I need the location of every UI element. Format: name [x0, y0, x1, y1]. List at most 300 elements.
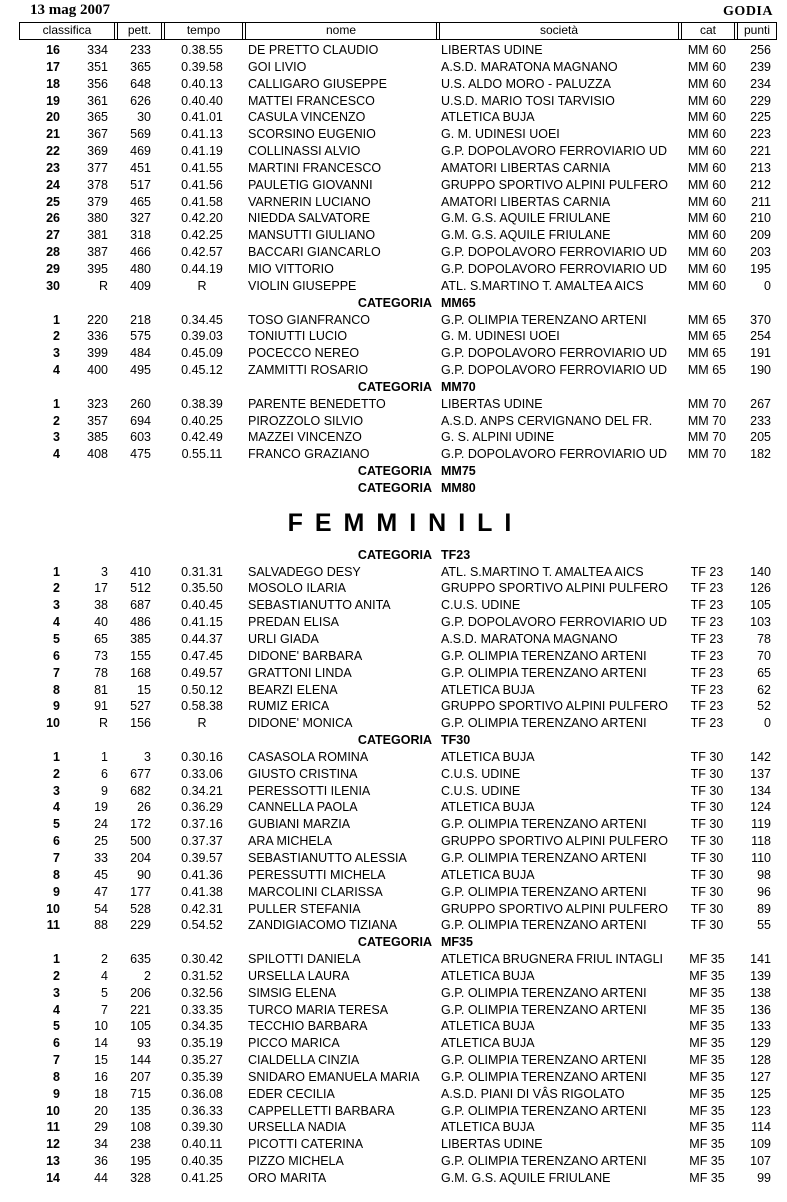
- overall-rank: 54: [94, 901, 108, 916]
- result-row: [0, 580, 787, 597]
- result-row: [0, 766, 787, 783]
- category-rank: 11: [46, 918, 60, 933]
- athlete-name: PAULETIG GIOVANNI: [248, 177, 373, 192]
- result-row: [0, 648, 787, 665]
- finish-time: 0.36.29: [181, 800, 223, 815]
- athlete-name: PARENTE BENEDETTO: [248, 396, 386, 411]
- points: 62: [757, 682, 771, 697]
- club-name: G.P. OLIMPIA TERENZANO ARTENI: [441, 1103, 647, 1118]
- column-header-nome: nome: [245, 22, 437, 40]
- category-rank: 13: [46, 1154, 60, 1169]
- points: 89: [757, 901, 771, 916]
- age-category: MF 35: [689, 1002, 725, 1017]
- bib-number: 575: [130, 329, 151, 344]
- club-name: G. S. ALPINI UDINE: [441, 430, 555, 445]
- athlete-name: RUMIZ ERICA: [248, 699, 330, 714]
- bib-number: 108: [130, 1120, 151, 1135]
- category-label: CATEGORIA: [357, 547, 432, 562]
- finish-time: 0.34.35: [181, 1019, 223, 1034]
- finish-time: 0.41.25: [181, 1171, 223, 1185]
- points: 210: [750, 211, 771, 226]
- points: 203: [750, 245, 771, 260]
- category-rank: 6: [53, 1036, 60, 1051]
- result-row: [0, 631, 787, 648]
- category-rank: 10: [46, 901, 60, 916]
- category-rank: 10: [46, 1103, 60, 1118]
- result-row: [0, 194, 787, 211]
- result-row: [0, 261, 787, 278]
- finish-time: 0.49.57: [181, 665, 223, 680]
- bib-number: 365: [130, 59, 151, 74]
- athlete-name: BEARZI ELENA: [248, 682, 338, 697]
- age-category: MF 35: [689, 1019, 725, 1034]
- overall-rank: 78: [94, 665, 108, 680]
- bib-number: 512: [130, 581, 151, 596]
- club-name: GRUPPO SPORTIVO ALPINI PULFERO: [441, 581, 668, 596]
- overall-rank: 377: [87, 160, 108, 175]
- athlete-name: DIDONE' MONICA: [248, 716, 353, 731]
- category-rank: 9: [53, 699, 60, 714]
- overall-rank: R: [98, 716, 108, 731]
- finish-time: 0.41.58: [181, 194, 223, 209]
- finish-time: 0.37.37: [181, 834, 223, 849]
- category-rank: 8: [53, 682, 60, 697]
- finish-time: 0.55.11: [181, 447, 223, 462]
- age-category: MM 60: [687, 228, 727, 243]
- athlete-name: MARCOLINI CLARISSA: [248, 884, 383, 899]
- club-name: G.P. OLIMPIA TERENZANO ARTENI: [441, 312, 647, 327]
- result-row: [0, 968, 787, 985]
- athlete-name: PULLER STEFANIA: [248, 901, 361, 916]
- age-category: MM 60: [687, 59, 727, 74]
- category-rank: 4: [53, 363, 60, 378]
- overall-rank: 65: [94, 632, 108, 646]
- overall-rank: 38: [94, 598, 108, 613]
- bib-number: 135: [130, 1103, 151, 1118]
- club-name: C.U.S. UDINE: [441, 783, 521, 798]
- overall-rank: 361: [87, 93, 108, 108]
- age-category: MF 35: [689, 1086, 725, 1101]
- category-rank: 11: [46, 1120, 60, 1135]
- overall-rank: 81: [94, 682, 108, 697]
- overall-rank: 357: [87, 413, 108, 428]
- finish-time: 0.38.39: [181, 396, 223, 411]
- age-category: TF 23: [690, 648, 724, 663]
- result-row: [0, 328, 787, 345]
- overall-rank: 73: [94, 648, 108, 663]
- bib-number: 168: [130, 665, 151, 680]
- finish-time: 0.34.21: [181, 783, 223, 798]
- finish-time: 0.41.15: [181, 615, 223, 630]
- finish-time: 0.41.36: [181, 867, 223, 882]
- finish-time: 0.54.52: [181, 918, 223, 933]
- race-date: 13 mag 2007: [30, 2, 110, 18]
- finish-time: 0.42.20: [181, 211, 223, 226]
- category-rank: 3: [53, 783, 60, 798]
- athlete-name: ZAMMITTI ROSARIO: [248, 363, 369, 378]
- overall-rank: 385: [87, 430, 108, 445]
- category-rank: 25: [46, 194, 60, 209]
- overall-rank: 7: [101, 1002, 108, 1017]
- category-heading: [0, 547, 787, 564]
- athlete-name: ORO MARITA: [248, 1171, 327, 1185]
- finish-time: 0.38.55: [181, 43, 223, 57]
- category-rank: 26: [46, 211, 60, 226]
- finish-time: 0.32.56: [181, 985, 223, 1000]
- category-rank: 7: [53, 1053, 60, 1068]
- result-row: [0, 850, 787, 867]
- overall-rank: 4: [101, 968, 108, 983]
- bib-number: 475: [130, 447, 151, 462]
- overall-rank: 25: [94, 834, 108, 849]
- athlete-name: MATTEI FRANCESCO: [248, 93, 375, 108]
- athlete-name: POCECCO NEREO: [248, 346, 360, 361]
- bib-number: 207: [130, 1069, 151, 1084]
- points: 138: [750, 985, 771, 1000]
- result-row: [0, 177, 787, 194]
- athlete-name: DIDONE' BARBARA: [248, 648, 363, 663]
- points: 140: [750, 564, 771, 579]
- category-rank: 20: [46, 110, 60, 125]
- overall-rank: 16: [94, 1069, 108, 1084]
- athlete-name: SNIDARO EMANUELA MARIA: [248, 1069, 420, 1084]
- category-rank: 1: [53, 396, 60, 411]
- category-rank: 18: [46, 76, 60, 91]
- category-rank: 14: [46, 1171, 60, 1185]
- club-name: ATLETICA BRUGNERA FRIUL INTAGLI: [441, 952, 664, 967]
- finish-time: 0.35.39: [181, 1069, 223, 1084]
- result-row: [0, 227, 787, 244]
- overall-rank: 378: [87, 177, 108, 192]
- category-rank: 30: [46, 278, 60, 293]
- club-name: G.P. DOPOLAVORO FERROVIARIO UD: [441, 447, 667, 462]
- points: 124: [750, 800, 771, 815]
- bib-number: 260: [130, 396, 151, 411]
- column-header-cat: cat: [681, 22, 735, 40]
- club-name: G.P. OLIMPIA TERENZANO ARTENI: [441, 716, 647, 731]
- points: 195: [750, 261, 771, 276]
- bib-number: 233: [130, 43, 151, 57]
- category-rank: 23: [46, 160, 60, 175]
- finish-time: 0.37.16: [181, 817, 223, 832]
- finish-time: 0.41.13: [181, 127, 223, 142]
- age-category: TF 30: [690, 749, 724, 764]
- age-category: MF 35: [689, 1171, 725, 1185]
- club-name: ATL. S.MARTINO T. AMALTEA AICS: [441, 278, 644, 293]
- age-category: MM 60: [687, 194, 727, 209]
- club-name: ATLETICA BUJA: [441, 749, 535, 764]
- bib-number: 480: [130, 261, 151, 276]
- category-rank: 2: [53, 968, 60, 983]
- result-row: [0, 799, 787, 816]
- athlete-name: DE PRETTO CLAUDIO: [248, 43, 379, 57]
- overall-rank: 9: [101, 783, 108, 798]
- category-code: MM65: [441, 295, 476, 310]
- result-row: [0, 698, 787, 715]
- points: 142: [750, 749, 771, 764]
- club-name: GRUPPO SPORTIVO ALPINI PULFERO: [441, 177, 668, 192]
- finish-time: 0.35.19: [181, 1036, 223, 1051]
- finish-time: 0.33.35: [181, 1002, 223, 1017]
- bib-number: 218: [130, 312, 151, 327]
- bib-number: 206: [130, 985, 151, 1000]
- finish-time: 0.50.12: [181, 682, 223, 697]
- finish-time: 0.41.38: [181, 884, 223, 899]
- overall-rank: 17: [94, 581, 108, 596]
- category-rank: 8: [53, 867, 60, 882]
- finish-time: 0.44.19: [181, 261, 223, 276]
- athlete-name: SCORSINO EUGENIO: [248, 127, 376, 142]
- overall-rank: 2: [101, 952, 108, 967]
- points: 254: [750, 329, 771, 344]
- overall-rank: 15: [94, 1053, 108, 1068]
- result-row: [0, 278, 787, 295]
- result-row: [0, 345, 787, 362]
- points: 78: [757, 632, 771, 646]
- points: 191: [750, 346, 771, 361]
- result-row: [0, 42, 787, 59]
- column-header-societa: società: [439, 22, 679, 40]
- points: 103: [750, 615, 771, 630]
- club-name: ATLETICA BUJA: [441, 110, 535, 125]
- overall-rank: 336: [87, 329, 108, 344]
- athlete-name: CALLIGARO GIUSEPPE: [248, 76, 387, 91]
- section-title: FEMMINILI: [287, 508, 524, 537]
- finish-time: 0.36.08: [181, 1086, 223, 1101]
- age-category: MF 35: [689, 1154, 725, 1169]
- category-rank: 9: [53, 1086, 60, 1101]
- bib-number: 527: [130, 699, 151, 714]
- points: 128: [750, 1053, 771, 1068]
- points: 221: [750, 144, 771, 159]
- bib-number: 484: [130, 346, 151, 361]
- athlete-name: PREDAN ELISA: [248, 615, 340, 630]
- finish-time: R: [197, 278, 207, 293]
- athlete-name: CANNELLA PAOLA: [248, 800, 358, 815]
- points: 96: [757, 884, 771, 899]
- age-category: MM 60: [687, 211, 727, 226]
- result-row: [0, 429, 787, 446]
- age-category: MM 60: [687, 261, 727, 276]
- category-rank: 1: [53, 749, 60, 764]
- points: 52: [757, 699, 771, 714]
- finish-time: 0.33.06: [181, 766, 223, 781]
- athlete-name: TONIUTTI LUCIO: [248, 329, 348, 344]
- category-rank: 17: [46, 59, 60, 74]
- club-name: A.S.D. ANPS CERVIGNANO DEL FR.: [441, 413, 653, 428]
- bib-number: 221: [130, 1002, 151, 1017]
- points: 212: [750, 177, 771, 192]
- club-name: G.P. OLIMPIA TERENZANO ARTENI: [441, 817, 647, 832]
- athlete-name: MARTINI FRANCESCO: [248, 160, 382, 175]
- club-name: ATLETICA BUJA: [441, 1019, 535, 1034]
- finish-time: 0.40.13: [181, 76, 223, 91]
- finish-time: 0.31.52: [181, 968, 223, 983]
- result-row: [0, 362, 787, 379]
- result-row: [0, 833, 787, 850]
- overall-rank: 334: [87, 43, 108, 57]
- age-category: TF 23: [690, 699, 724, 714]
- bib-number: 466: [130, 245, 151, 260]
- bib-number: 677: [130, 766, 151, 781]
- category-rank: 19: [46, 93, 60, 108]
- club-name: G.P. OLIMPIA TERENZANO ARTENI: [441, 1053, 647, 1068]
- age-category: MM 70: [687, 413, 727, 428]
- category-rank: 4: [53, 800, 60, 815]
- bib-number: 327: [130, 211, 151, 226]
- points: 114: [751, 1120, 771, 1135]
- category-rank: 7: [53, 665, 60, 680]
- bib-number: 2: [144, 968, 151, 983]
- age-category: TF 23: [690, 665, 724, 680]
- age-category: MM 65: [687, 346, 727, 361]
- category-rank: 10: [46, 716, 60, 731]
- overall-rank: 400: [87, 363, 108, 378]
- age-category: MM 70: [687, 396, 727, 411]
- finish-time: 0.40.35: [181, 1154, 223, 1169]
- athlete-name: PERESSUTTI MICHELA: [248, 867, 386, 882]
- finish-time: 0.41.55: [181, 160, 223, 175]
- overall-rank: 220: [87, 312, 108, 327]
- bib-number: 603: [130, 430, 151, 445]
- points: 105: [750, 598, 771, 613]
- athlete-name: SEBASTIANUTTO ALESSIA: [248, 850, 407, 865]
- club-name: C.U.S. UDINE: [441, 766, 521, 781]
- age-category: MM 70: [687, 447, 727, 462]
- overall-rank: 408: [87, 447, 108, 462]
- overall-rank: 365: [87, 110, 108, 125]
- age-category: MM 60: [687, 245, 727, 260]
- points: 370: [750, 312, 771, 327]
- overall-rank: 367: [87, 127, 108, 142]
- result-row: [0, 413, 787, 430]
- age-category: TF 30: [690, 867, 724, 882]
- result-row: [0, 1069, 787, 1086]
- result-row: [0, 76, 787, 93]
- result-row: [0, 867, 787, 884]
- bib-number: 172: [130, 817, 151, 832]
- category-label: CATEGORIA: [357, 379, 432, 394]
- points: 267: [750, 396, 771, 411]
- category-rank: 3: [53, 346, 60, 361]
- result-row: [0, 749, 787, 766]
- age-category: MF 35: [689, 1036, 725, 1051]
- category-rank: 27: [46, 228, 60, 243]
- finish-time: R: [197, 716, 207, 731]
- bib-number: 465: [130, 194, 151, 209]
- club-name: A.S.D. MARATONA MAGNANO: [441, 59, 618, 74]
- result-row: [0, 901, 787, 918]
- category-heading: [0, 379, 787, 396]
- bib-number: 90: [137, 867, 151, 882]
- result-row: [0, 1052, 787, 1069]
- points: 233: [750, 413, 771, 428]
- overall-rank: R: [98, 278, 108, 293]
- race-location: GODIA: [723, 4, 773, 19]
- result-row: [0, 614, 787, 631]
- points: 127: [750, 1069, 771, 1084]
- points: 70: [757, 648, 771, 663]
- bib-number: 144: [130, 1053, 151, 1068]
- category-rank: 22: [46, 144, 60, 159]
- bib-number: 682: [130, 783, 151, 798]
- club-name: G. M. UDINESI UOEI: [441, 127, 560, 142]
- age-category: MF 35: [689, 1137, 725, 1152]
- points: 139: [750, 968, 771, 983]
- club-name: ATLETICA BUJA: [441, 1120, 535, 1135]
- category-rank: 28: [46, 245, 60, 260]
- bib-number: 410: [130, 564, 151, 579]
- finish-time: 0.42.57: [181, 245, 223, 260]
- category-rank: 4: [53, 447, 60, 462]
- result-row: [0, 951, 787, 968]
- bib-number: 204: [130, 850, 151, 865]
- points: 55: [757, 918, 771, 933]
- finish-time: 0.45.12: [181, 363, 223, 378]
- bib-number: 26: [137, 800, 151, 815]
- points: 234: [750, 76, 771, 91]
- finish-time: 0.30.42: [181, 952, 223, 967]
- result-row: [0, 244, 787, 261]
- club-name: G.P. OLIMPIA TERENZANO ARTENI: [441, 665, 647, 680]
- age-category: MF 35: [689, 1120, 725, 1135]
- club-name: G.P. DOPOLAVORO FERROVIARIO UD: [441, 346, 667, 361]
- category-code: MM75: [441, 464, 476, 479]
- age-category: TF 30: [690, 884, 724, 899]
- result-row: [0, 312, 787, 329]
- club-name: LIBERTAS UDINE: [441, 1137, 543, 1152]
- club-name: LIBERTAS UDINE: [441, 43, 543, 57]
- athlete-name: MIO VITTORIO: [248, 261, 334, 276]
- points: 126: [750, 581, 771, 596]
- age-category: MM 65: [687, 363, 727, 378]
- points: 182: [750, 447, 771, 462]
- club-name: G.M. G.S. AQUILE FRIULANE: [441, 211, 611, 226]
- finish-time: 0.34.45: [181, 312, 223, 327]
- age-category: TF 30: [690, 850, 724, 865]
- overall-rank: 40: [94, 615, 108, 630]
- age-category: TF 23: [690, 564, 724, 579]
- athlete-name: CASULA VINCENZO: [248, 110, 366, 125]
- bib-number: 528: [130, 901, 151, 916]
- age-category: MF 35: [689, 968, 725, 983]
- athlete-name: ZANDIGIACOMO TIZIANA: [248, 918, 398, 933]
- points: 211: [751, 194, 771, 209]
- club-name: ATLETICA BUJA: [441, 800, 535, 815]
- club-name: U.S. ALDO MORO - PALUZZA: [441, 76, 611, 91]
- athlete-name: NIEDDA SALVATORE: [248, 211, 371, 226]
- athlete-name: TURCO MARIA TERESA: [248, 1002, 389, 1017]
- points: 107: [750, 1154, 771, 1169]
- age-category: MM 60: [687, 127, 727, 142]
- club-name: G.P. OLIMPIA TERENZANO ARTENI: [441, 850, 647, 865]
- club-name: AMATORI LIBERTAS CARNIA: [441, 194, 611, 209]
- athlete-name: GRATTONI LINDA: [248, 665, 352, 680]
- finish-time: 0.41.01: [181, 110, 223, 125]
- result-row: [0, 884, 787, 901]
- finish-time: 0.35.50: [181, 581, 223, 596]
- category-label: CATEGORIA: [357, 295, 432, 310]
- points: 239: [750, 59, 771, 74]
- age-category: TF 23: [690, 682, 724, 697]
- category-heading: [0, 732, 787, 749]
- overall-rank: 5: [101, 985, 108, 1000]
- club-name: ATLETICA BUJA: [441, 1036, 535, 1051]
- club-name: ATLETICA BUJA: [441, 867, 535, 882]
- age-category: MF 35: [689, 952, 725, 967]
- overall-rank: 36: [94, 1154, 108, 1169]
- club-name: G.P. OLIMPIA TERENZANO ARTENI: [441, 884, 647, 899]
